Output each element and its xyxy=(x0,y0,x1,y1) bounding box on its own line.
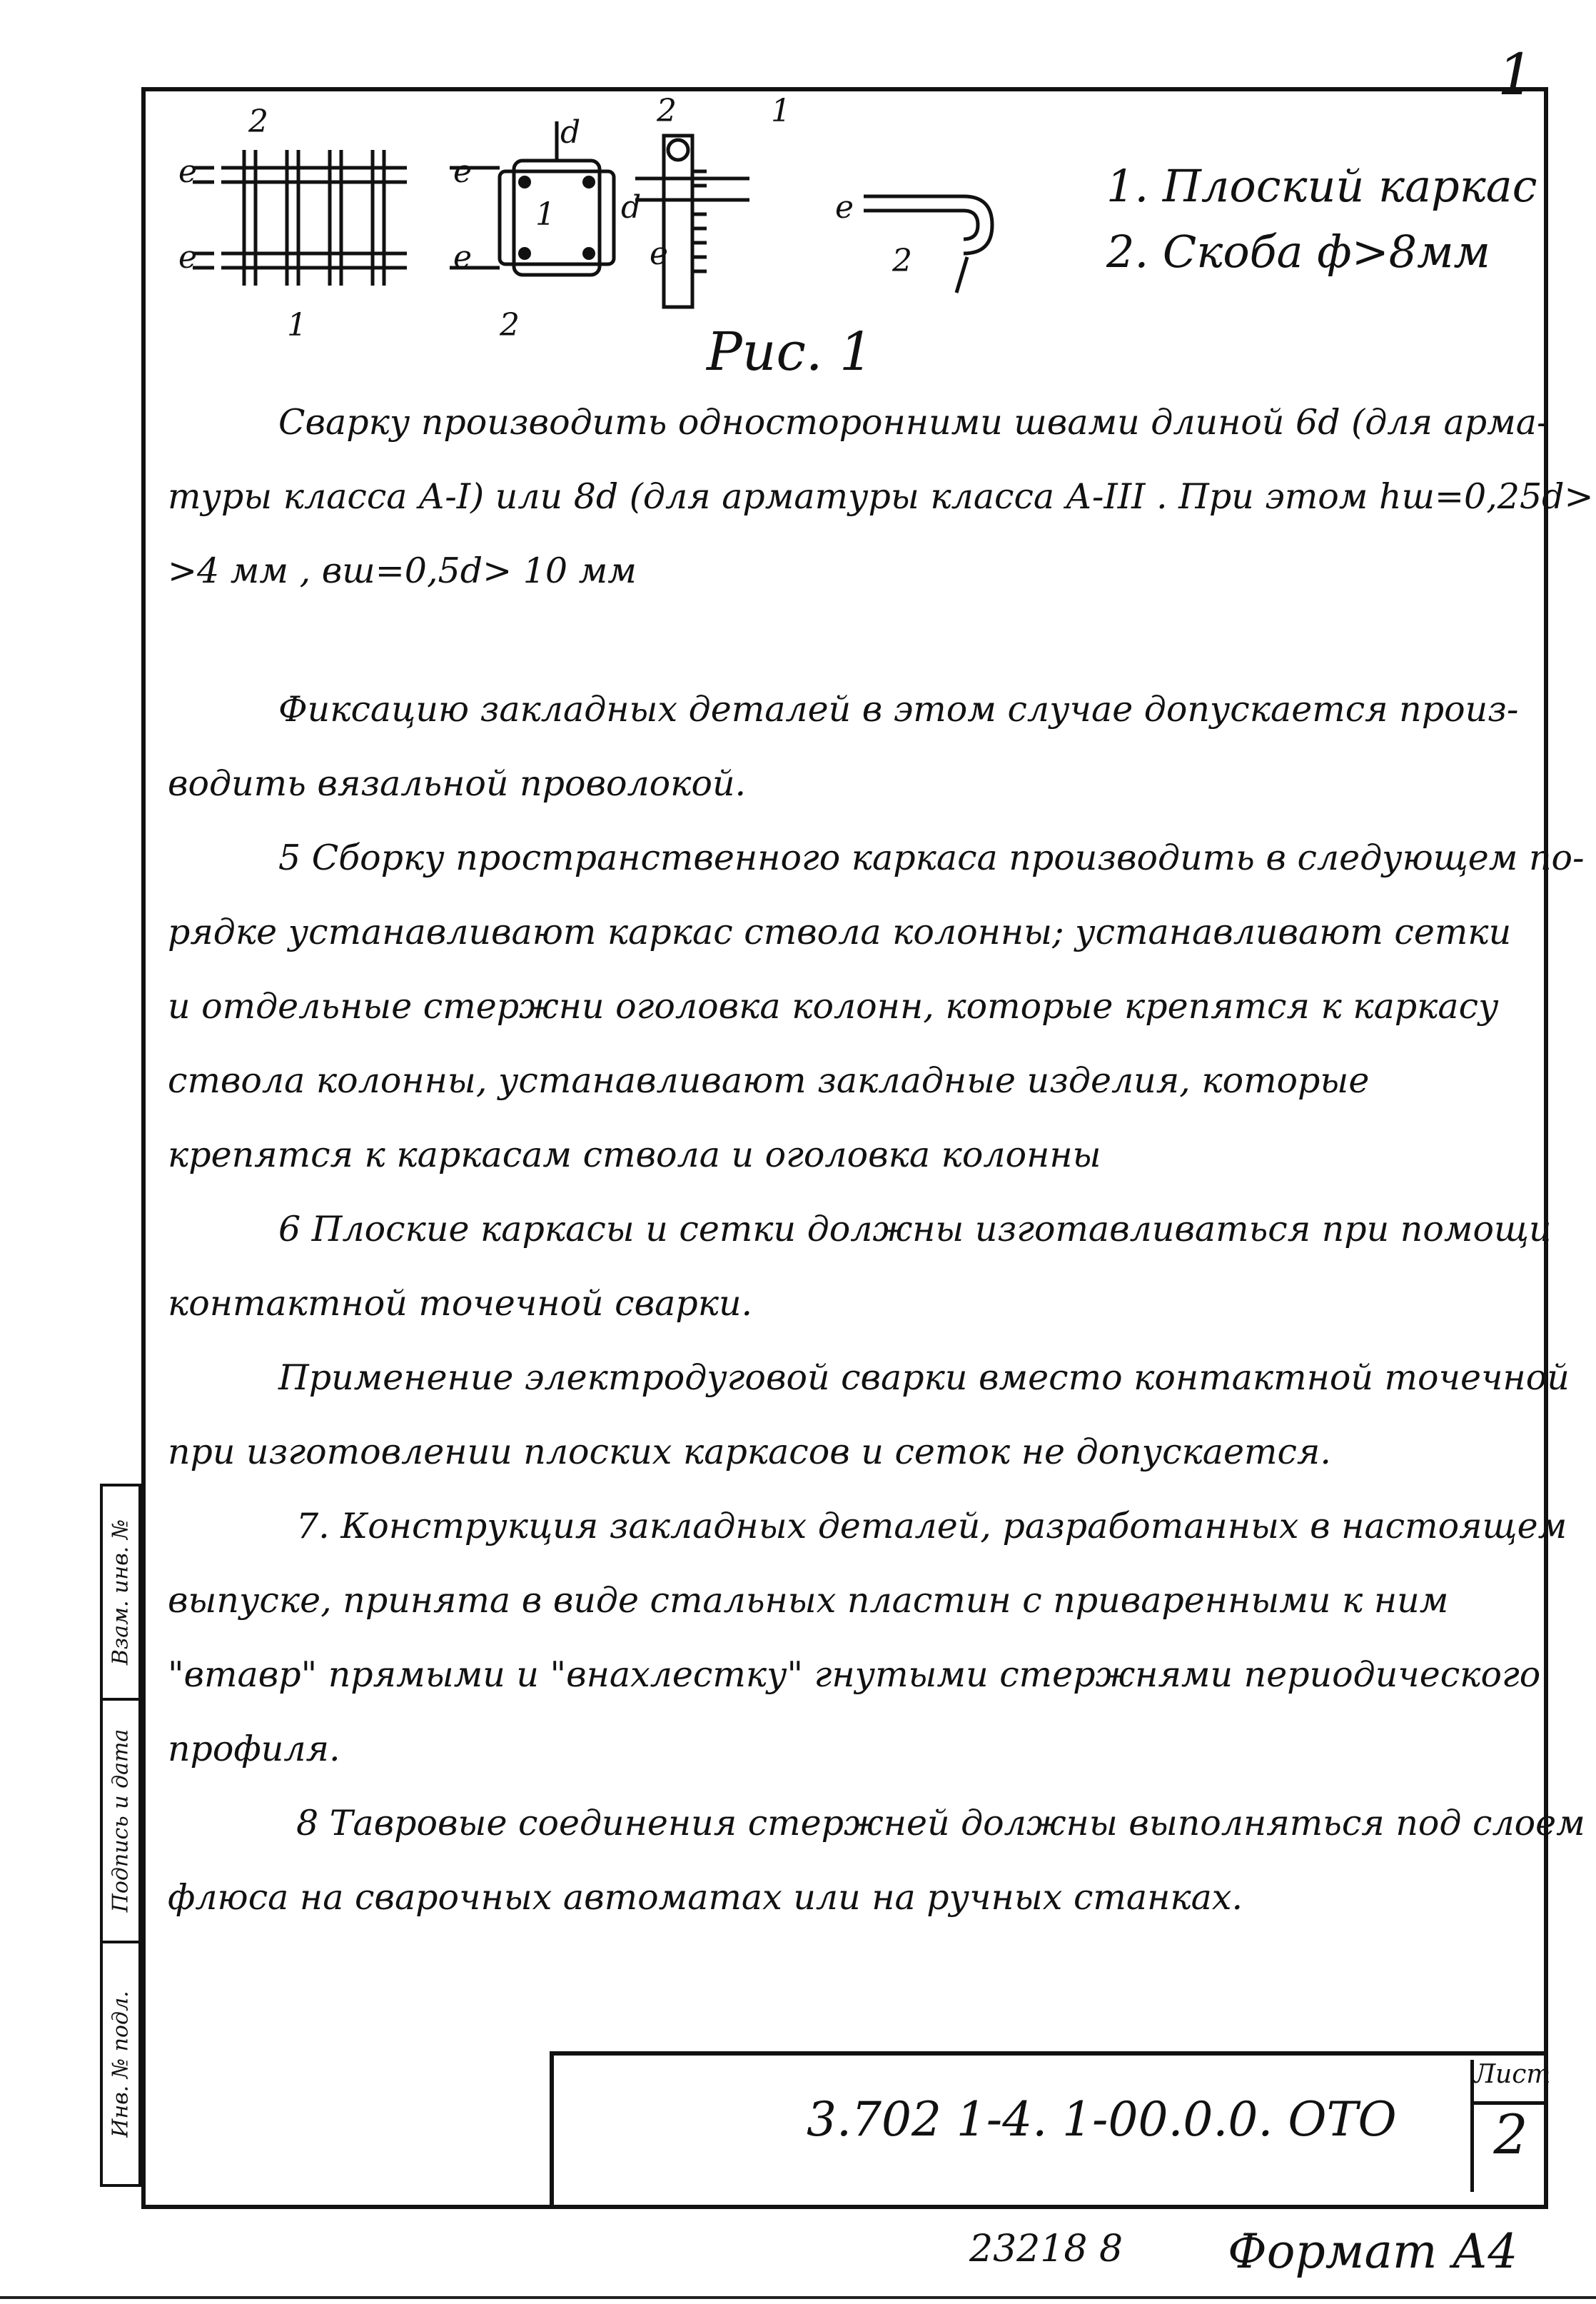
text-line: при изготовлении плоских каркасов и сеток не допускается. xyxy=(168,1432,1331,1472)
figure-label-e-1: е xyxy=(178,154,198,190)
figure-legend xyxy=(1106,154,1537,285)
figure-label-1-bottom: 1 xyxy=(287,307,307,343)
figure-label-d-top: d xyxy=(560,114,581,151)
format-label: Формат А4 xyxy=(1228,2224,1518,2279)
figure-label-e-3: е xyxy=(453,154,473,190)
sheet-label: Лист xyxy=(1474,2060,1547,2105)
figure-label-e-4: е xyxy=(453,239,473,276)
text-line: профиля. xyxy=(168,1729,340,1769)
figure-label-2-bracket: 2 xyxy=(892,243,912,279)
bottom-rule xyxy=(0,2296,1596,2299)
side-stamp-cell-replacement xyxy=(103,1486,138,1701)
footer-number: 23218 8 xyxy=(969,2228,1123,2270)
text-line: туры класса А-I) или 8d (для арматуры класса А-III . При этом hш=0,25d> xyxy=(168,476,1594,517)
text-line: ствола колонны, устанавливают закладные изделия, которые xyxy=(168,1060,1370,1101)
figure-1-drawing xyxy=(164,93,1021,350)
side-stamp-replacement-inv: Взам. инв. № xyxy=(108,1519,133,1666)
text-line: контактной точечной сварки. xyxy=(168,1283,753,1324)
text-line: Сварку производить односторонними швами длиной 6d (для арма- xyxy=(278,402,1549,443)
text-line: водить вязальной проволокой. xyxy=(168,763,747,804)
figure-label-d-side: d xyxy=(621,189,642,226)
corner-mark: 1 xyxy=(1497,41,1534,108)
side-stamp-signature-date: Подпись и дата xyxy=(108,1729,133,1913)
figure-label-2-weld: 2 xyxy=(657,93,677,129)
document-code: 3.702 1-4. 1-00.0.0. ОТО xyxy=(807,2092,1397,2147)
text-line: Применение электродуговой сварки вместо контактной точечной xyxy=(278,1357,1570,1398)
side-stamp-original-inv: Инв. № подл. xyxy=(108,1990,133,2138)
text-line: крепятся к каркасам ствола и оголовка колонны xyxy=(168,1135,1101,1175)
figure-label-1-section: 1 xyxy=(535,196,555,233)
text-line: 8 Тавровые соединения стержней должны выполняться под слоем xyxy=(296,1803,1585,1843)
text-line: 5 Сборку пространственного каркаса производить в следующем по- xyxy=(278,837,1585,878)
sheet-number: 2 xyxy=(1493,2103,1528,2166)
text-line: "втавр" прямыми и "внахлестку" гнутыми стержнями периодического xyxy=(168,1654,1541,1695)
figure-caption: Рис. 1 xyxy=(707,321,874,383)
body-text xyxy=(168,386,1594,1935)
side-stamp xyxy=(100,1484,141,2187)
figure-label-e-2: е xyxy=(178,239,198,276)
side-stamp-cell-original xyxy=(103,1943,138,2184)
figure-label-1-weld: 1 xyxy=(771,93,791,129)
text-line: выпуске, принята в виде стальных пластин с приваренными к ним xyxy=(168,1580,1449,1621)
sheet-box xyxy=(1470,2060,1551,2192)
figure-label-2-bottom: 2 xyxy=(500,307,520,343)
text-line: 7. Конструкция закладных деталей, разработанных в настоящем xyxy=(296,1506,1567,1546)
figure-label-2-top: 2 xyxy=(248,104,268,140)
legend-item-bracket: 2. Скоба ф>8мм xyxy=(1106,226,1490,278)
text-line: 6 Плоские каркасы и сетки должны изготавливаться при помощи xyxy=(278,1209,1552,1249)
figure-label-e-weld: е xyxy=(650,236,669,272)
text-line: >4 мм , вш=0,5d> 10 мм xyxy=(168,550,637,591)
text-line: Фиксацию закладных деталей в этом случае допускается произ- xyxy=(278,689,1519,730)
text-line: рядке устанавливают каркас ствола колонны; устанавливают сетки xyxy=(168,912,1512,952)
text-line: и отдельные стержни оголовка колонн, которые крепятся к каркасу xyxy=(168,986,1499,1027)
side-stamp-cell-signature xyxy=(103,1701,138,1943)
text-line: флюса на сварочных автоматах или на ручных станках. xyxy=(168,1877,1243,1918)
legend-item-flat-cage: 1. Плоский каркас xyxy=(1106,160,1537,212)
figure-label-e-bracket: е xyxy=(835,189,854,226)
